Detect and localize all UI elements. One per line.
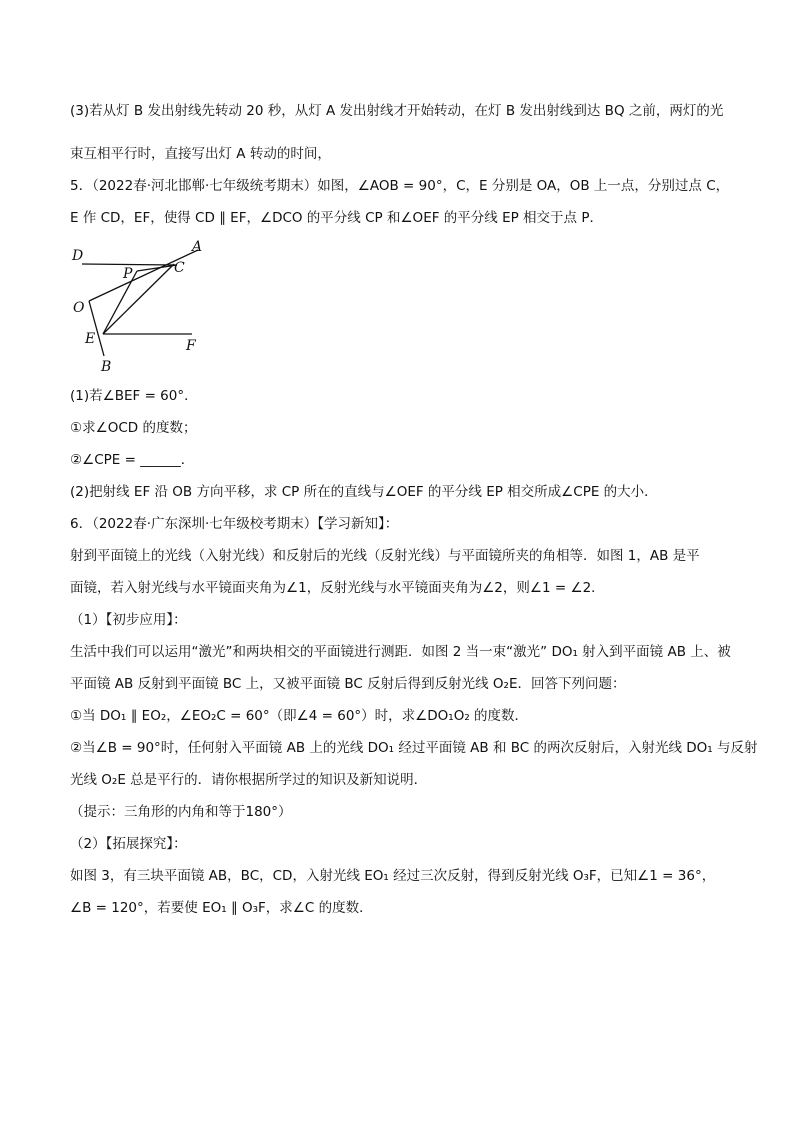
line-4: E 作 CD，EF，使得 CD ∥ EF，∠DCO 的平分线 CP 和∠OEF 的平分线 EP 相交于点 P． [70, 210, 603, 226]
segment-ep [103, 264, 174, 334]
line-20: 如图 3，有三块平面镜 AB，BC，CD，入射光线 EO₁ 经过三次反射，得到反射光线 O₃F，已知∠1 = 36°， [70, 868, 716, 884]
line-12: （1）【初步应用】： [70, 612, 187, 628]
line-11: 面镜，若入射光线与水平镜面夹角为∠1，反射光线与水平镜面夹角为∠2，则∠1 = ∠2． [70, 580, 605, 596]
ray-ob [89, 301, 104, 356]
line-8: (2)把射线 EF 沿 OB 方向平移，求 CP 所在的直线与∠OEF 的平分线 EP 相交所成∠CPE 的大小． [70, 484, 658, 500]
line-7: ②∠CPE = ______． [70, 452, 195, 468]
label-b: B [101, 359, 112, 375]
line-3: 5．（2022春·河北邯郸·七年级统考期末）如图，∠AOB = 90°，C，E 分别是 OA，OB 上一点，分别过点 C， [70, 178, 730, 194]
line-9: 6．（2022春·广东深圳·七年级校考期末）【学习新知】： [70, 516, 399, 532]
line-5: (1)若∠BEF = 60°． [70, 388, 198, 404]
line-19: （2）【拓展探究】： [70, 836, 187, 852]
label-e: E [85, 331, 96, 347]
line-1: (3)若从灯 B 发出射线先转动 20 秒，从灯 A 发出射线才开始转动，在灯 B 发出射线到达 BQ 之前，两灯的光 [70, 103, 724, 119]
line-10: 射到平面镜上的光线（入射光线）和反射后的光线（反射光线）与平面镜所夹的角相等．如图 1，AB 是平 [70, 548, 700, 564]
line-17: 光线 O₂E 总是平行的．请你根据所学过的知识及新知说明． [70, 772, 428, 788]
figure-svg [70, 238, 210, 378]
label-a: A [192, 239, 203, 255]
line-6: ①求∠OCD 的度数； [70, 420, 197, 436]
label-f: F [186, 338, 196, 354]
line-13: 生活中我们可以运用“激光”和两块相交的平面镜进行测距．如图 2 当一束“激光” DO₁ 射入到平面镜 AB 上、被 [70, 644, 731, 660]
line-15: ①当 DO₁ ∥ EO₂，∠EO₂C = 60°（即∠4 = 60°）时，求∠DO₁O₂ 的度数． [70, 708, 529, 724]
geometry-figure [70, 238, 210, 378]
label-p: P [123, 266, 133, 282]
label-o: O [73, 300, 85, 316]
line-2: 束互相平行时，直接写出灯 A 转动的时间， [70, 146, 331, 162]
label-c: C [174, 260, 185, 276]
line-16: ②当∠B = 90°时，任何射入平面镜 AB 上的光线 DO₁ 经过平面镜 AB 和 BC 的两次反射后，入射光线 DO₁ 与反射 [70, 740, 758, 756]
line-14: 平面镜 AB 反射到平面镜 BC 上，又被平面镜 BC 反射后得到反射光线 O₂E．回答下列问题： [70, 676, 626, 692]
segment-cp [137, 265, 177, 271]
line-18: （提示：三角形的内角和等于180°） [70, 804, 292, 820]
label-d: D [72, 248, 84, 264]
ray-cd [82, 264, 177, 265]
line-21: ∠B = 120°，若要使 EO₁ ∥ O₃F，求∠C 的度数． [70, 900, 373, 916]
